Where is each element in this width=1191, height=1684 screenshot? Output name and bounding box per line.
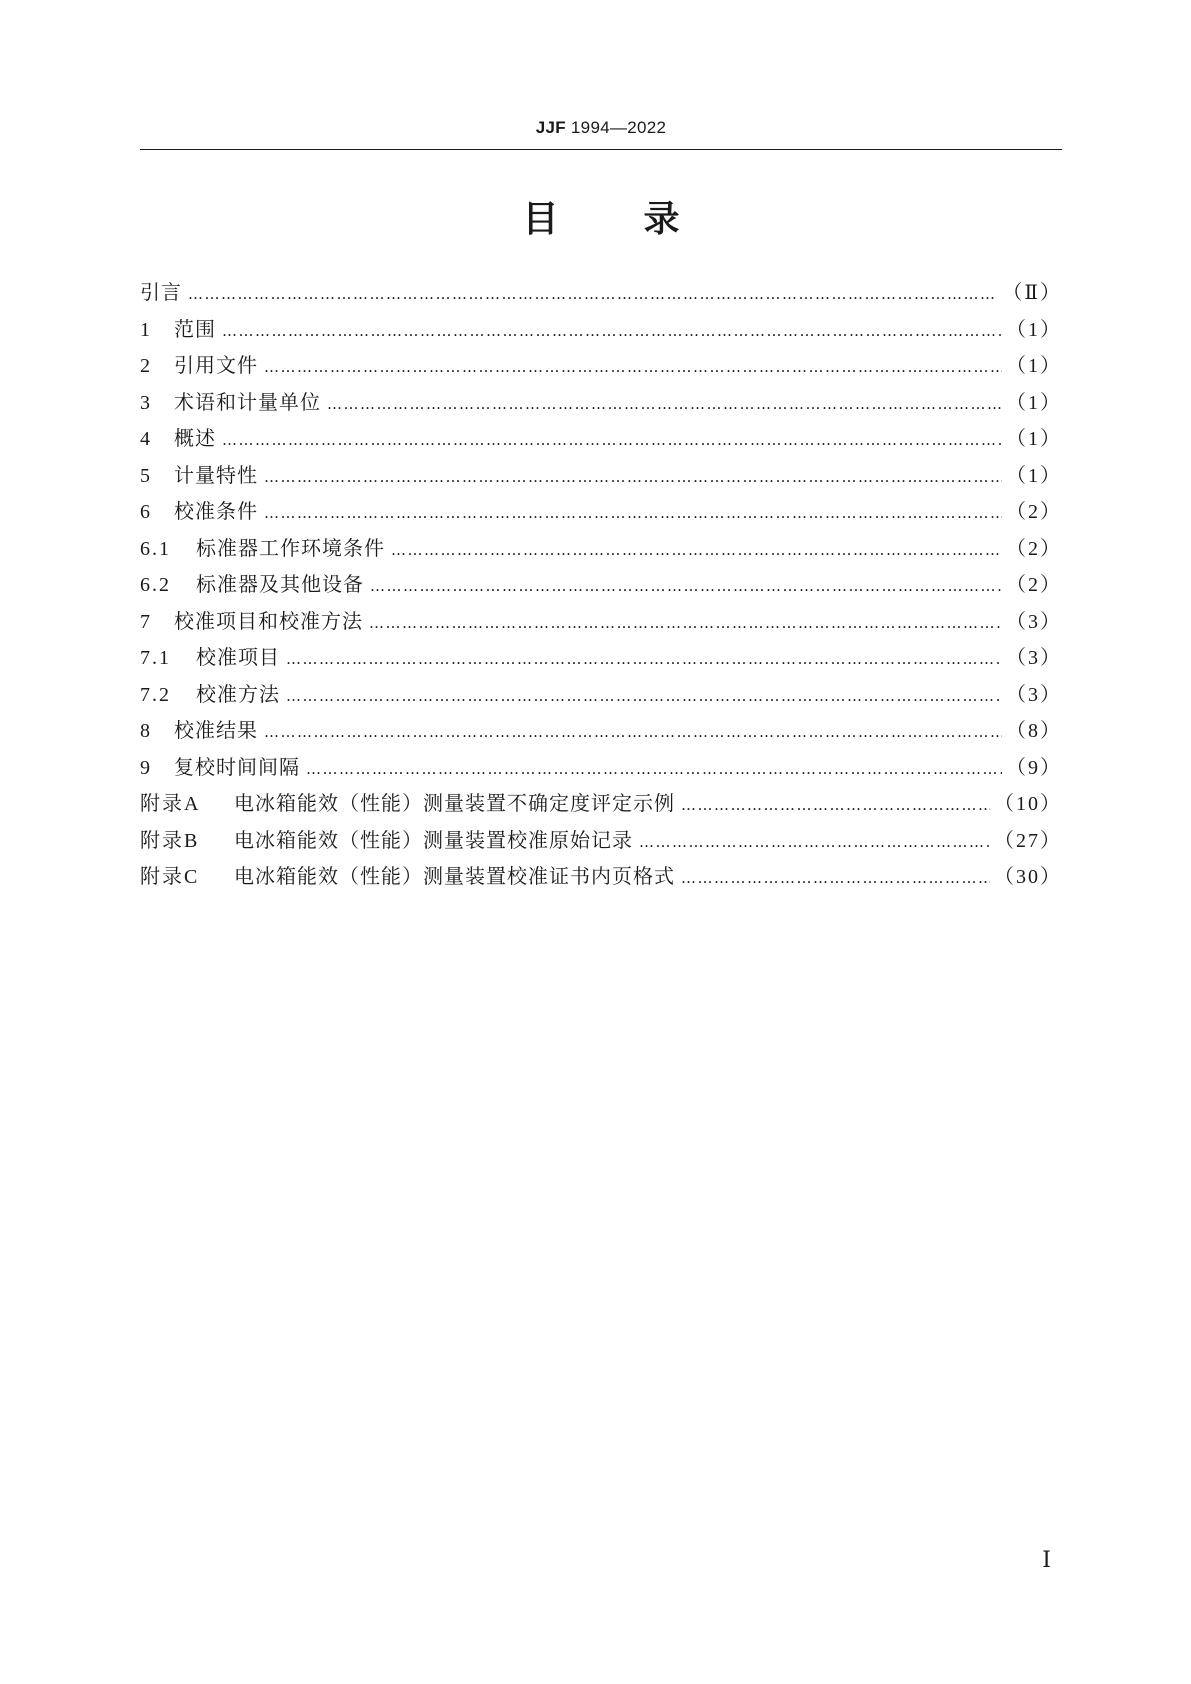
document-code-prefix: JJF bbox=[535, 118, 566, 137]
toc-entry-number: 8 bbox=[140, 720, 152, 742]
toc-dot-leader bbox=[370, 577, 1002, 595]
toc-title-char-1: 目 bbox=[522, 199, 559, 240]
toc-title-char-2: 录 bbox=[643, 199, 680, 240]
toc-entry-page: （9） bbox=[1006, 756, 1062, 779]
toc-entry-label: 标准器及其他设备 bbox=[196, 572, 364, 596]
toc-entry-4[interactable] bbox=[140, 422, 1062, 459]
toc-entry-page: （1） bbox=[1006, 318, 1062, 341]
toc-entry-label: 校准项目和校准方法 bbox=[174, 608, 363, 633]
toc-entry-7-2[interactable] bbox=[140, 678, 1062, 715]
toc-entry-number: 4 bbox=[140, 428, 152, 450]
table-of-contents bbox=[140, 276, 1062, 897]
toc-dot-leader bbox=[681, 869, 990, 887]
toc-entry-page: （2） bbox=[1006, 501, 1062, 523]
toc-entry-6[interactable] bbox=[140, 495, 1062, 532]
toc-entry-number: 6 bbox=[140, 501, 152, 523]
toc-entry-9[interactable] bbox=[140, 751, 1062, 788]
toc-entry-page: （1） bbox=[1006, 355, 1062, 377]
toc-entry-label: 电冰箱能效（性能）测量装置校准证书内页格式 bbox=[234, 864, 675, 888]
toc-entry-number: 附录C bbox=[140, 866, 200, 888]
toc-entry-page: （30） bbox=[994, 866, 1062, 888]
toc-title bbox=[140, 196, 1062, 244]
toc-entry-intro[interactable] bbox=[140, 276, 1062, 313]
toc-dot-leader bbox=[264, 468, 1002, 486]
toc-entry-number: 7 bbox=[140, 610, 152, 633]
toc-dot-leader bbox=[286, 687, 1002, 705]
toc-entry-label: 引用文件 bbox=[174, 353, 258, 377]
toc-entry-number: 7.2 bbox=[140, 683, 171, 706]
toc-entry-label: 校准项目 bbox=[196, 645, 280, 669]
toc-entry-number: 3 bbox=[140, 391, 152, 414]
toc-entry-appendix-c[interactable] bbox=[140, 860, 1062, 897]
toc-entry-6-1[interactable] bbox=[140, 532, 1062, 569]
toc-entry-number: 6.2 bbox=[140, 574, 171, 596]
toc-dot-leader bbox=[306, 760, 1002, 778]
document-code-header bbox=[140, 118, 1062, 138]
toc-entry-page: （2） bbox=[1006, 537, 1062, 560]
toc-entry-appendix-a[interactable] bbox=[140, 787, 1062, 824]
toc-entry-number: 2 bbox=[140, 355, 152, 377]
toc-entry-label: 电冰箱能效（性能）测量装置校准原始记录 bbox=[234, 827, 633, 852]
toc-entry-label: 范围 bbox=[174, 316, 216, 341]
toc-entry-6-2[interactable] bbox=[140, 568, 1062, 605]
toc-entry-appendix-b[interactable] bbox=[140, 824, 1062, 861]
toc-entry-label: 校准方法 bbox=[196, 681, 280, 706]
toc-entry-label: 校准结果 bbox=[174, 718, 258, 742]
toc-entry-number: 6.1 bbox=[140, 537, 171, 560]
toc-entry-page: （3） bbox=[1006, 683, 1062, 706]
toc-entry-page: （3） bbox=[1006, 610, 1062, 633]
toc-entry-page: （1） bbox=[1006, 464, 1062, 487]
toc-entry-7[interactable] bbox=[140, 605, 1062, 642]
toc-entry-page: （8） bbox=[1006, 720, 1062, 742]
page-number: Ⅰ bbox=[1042, 1547, 1051, 1572]
toc-dot-leader bbox=[681, 796, 990, 814]
toc-entry-number: 5 bbox=[140, 464, 152, 487]
toc-entry-page: （27） bbox=[994, 829, 1062, 852]
toc-dot-leader bbox=[639, 833, 990, 851]
toc-entry-page: （10） bbox=[994, 793, 1062, 815]
toc-entry-label: 复校时间间隔 bbox=[174, 754, 300, 779]
toc-entry-number: 附录B bbox=[140, 829, 200, 852]
toc-entry-number: 附录A bbox=[140, 793, 201, 815]
toc-entry-label: 校准条件 bbox=[174, 499, 258, 523]
header-divider bbox=[140, 149, 1062, 150]
toc-entry-number: 1 bbox=[140, 318, 152, 341]
toc-entry-page: （Ⅱ） bbox=[1002, 282, 1062, 304]
toc-entry-page: （3） bbox=[1006, 647, 1062, 669]
toc-dot-leader bbox=[391, 541, 1002, 559]
toc-entry-page: （1） bbox=[1006, 391, 1062, 414]
toc-entry-5[interactable] bbox=[140, 459, 1062, 496]
toc-dot-leader bbox=[222, 431, 1002, 449]
toc-dot-leader bbox=[264, 358, 1002, 376]
toc-entry-label: 术语和计量单位 bbox=[174, 389, 321, 414]
toc-entry-2[interactable] bbox=[140, 349, 1062, 386]
toc-entry-number: 7.1 bbox=[140, 647, 171, 669]
toc-dot-leader bbox=[327, 395, 1002, 413]
toc-dot-leader bbox=[264, 504, 1002, 522]
toc-entry-label: 概述 bbox=[174, 426, 216, 450]
toc-entry-label: 引言 bbox=[140, 280, 182, 304]
toc-dot-leader bbox=[222, 322, 1002, 340]
toc-dot-leader bbox=[286, 650, 1002, 668]
toc-dot-leader bbox=[188, 285, 998, 303]
document-code-number: 1994—2022 bbox=[565, 118, 667, 137]
toc-entry-number: 9 bbox=[140, 756, 152, 779]
toc-entry-label: 计量特性 bbox=[174, 462, 258, 487]
toc-entry-7-1[interactable] bbox=[140, 641, 1062, 678]
toc-entry-3[interactable] bbox=[140, 386, 1062, 423]
toc-entry-label: 电冰箱能效（性能）测量装置不确定度评定示例 bbox=[234, 791, 675, 815]
toc-entry-8[interactable] bbox=[140, 714, 1062, 751]
toc-dot-leader bbox=[264, 723, 1002, 741]
toc-entry-page: （1） bbox=[1006, 428, 1062, 450]
toc-dot-leader bbox=[369, 614, 1002, 632]
toc-entry-page: （2） bbox=[1006, 574, 1062, 596]
toc-entry-1[interactable] bbox=[140, 313, 1062, 350]
toc-entry-label: 标准器工作环境条件 bbox=[196, 535, 385, 560]
